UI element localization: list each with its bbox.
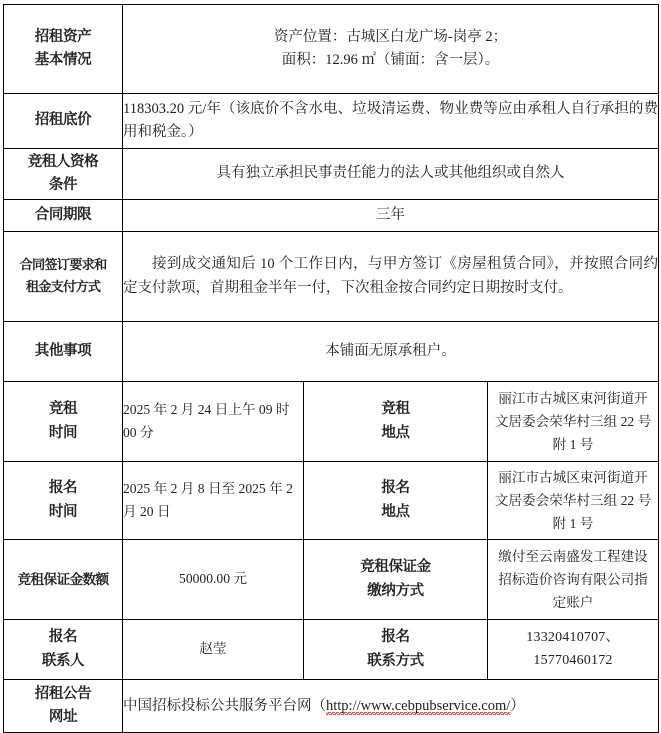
label-line: 报名 — [381, 629, 410, 646]
table-row — [4, 322, 659, 382]
label-line: 联系方式 — [367, 652, 424, 669]
table-row — [4, 149, 659, 200]
table-row — [4, 382, 659, 462]
row-value-asset-basic-info — [123, 5, 659, 94]
table-row — [4, 94, 659, 149]
label-line: 合同期限 — [34, 206, 92, 223]
row-value-reserve-price: 118303.20 元/年（该底价不含水电、垃圾清运费、物业费等应由承租人自行承担的费用和税金。） — [123, 94, 659, 149]
row-value-deposit-method: 缴付至云南盛发工程建设招标造价咨询有限公司指定账户 — [488, 540, 659, 620]
announcement-url-link[interactable]: http://www.cebpubservice.com/ — [326, 697, 511, 714]
asset-location-line: 资产位置：古城区白龙广场-岗亭 2； — [273, 28, 508, 45]
row-label-asset-basic-info — [4, 5, 123, 94]
label-line: 报名 — [48, 480, 78, 497]
row-label-bidding-time — [4, 382, 123, 462]
row-value-bidder-qualification: 具有独立承担民事责任能力的法人或其他组织或自然人 — [123, 149, 659, 200]
label-line: 招租资产 — [34, 28, 92, 45]
label-line: 网址 — [48, 709, 78, 726]
row-label-registration-contact-person — [4, 620, 123, 680]
row-value-deposit-amount: 50000.00 元 — [123, 540, 304, 620]
row-label-reserve-price — [4, 94, 123, 149]
table-row — [4, 680, 659, 733]
row-label-other-matters — [4, 322, 123, 382]
table-row — [4, 540, 659, 620]
label-line: 缴纳方式 — [367, 582, 424, 599]
label-line: 竞租 — [381, 401, 410, 418]
table-row — [4, 232, 659, 322]
table-row — [4, 5, 659, 94]
asset-area-line: 面积：12.96 ㎡（铺面：含一层）。 — [281, 52, 500, 68]
lease-notice-table — [3, 4, 659, 733]
row-value-registration-place: 丽江市古城区束河街道开文居委会荣华村三组 22 号附 1 号 — [488, 462, 659, 540]
label-line: 时间 — [48, 503, 78, 520]
table-row — [4, 620, 659, 680]
row-value-bidding-time: 2025 年 2 月 24 日上午 09 时 00 分 — [123, 382, 304, 462]
row-label-bidding-place — [304, 382, 488, 462]
announcement-platform-name: 中国招标投标公共服务平台网（ — [123, 697, 326, 714]
announcement-url-close-paren: ） — [510, 697, 525, 714]
row-label-deposit-amount — [4, 540, 123, 620]
row-label-registration-time — [4, 462, 123, 540]
label-line: 地点 — [381, 424, 410, 441]
row-value-registration-time: 2025 年 2 月 8 日至 2025 年 2 月 20 日 — [123, 462, 304, 540]
row-value-bidding-place: 丽江市古城区束河街道开文居委会荣华村三组 22 号附 1 号 — [488, 382, 659, 462]
row-value-announcement-website — [123, 680, 659, 733]
row-label-deposit-method — [304, 540, 488, 620]
row-label-contract-signing-and-payment — [4, 232, 123, 322]
row-value-registration-contact-person: 赵莹 — [123, 620, 304, 680]
row-value-other-matters: 本铺面无原承租户。 — [123, 322, 659, 382]
label-line: 条件 — [48, 177, 78, 193]
row-value-contract-term: 三年 — [123, 200, 659, 232]
row-label-bidder-qualification — [4, 149, 123, 200]
label-line: 招租底价 — [34, 112, 92, 129]
label-line: 基本情况 — [34, 52, 92, 68]
label-line: 时间 — [48, 424, 78, 441]
table-row — [4, 200, 659, 232]
row-label-registration-contact-method — [304, 620, 488, 680]
label-line: 租金支付方式 — [25, 279, 101, 295]
label-line: 竞租 — [48, 401, 78, 418]
label-line: 合同签订要求和 — [19, 258, 107, 274]
label-line: 竞租保证金数额 — [17, 571, 109, 588]
label-line: 其他事项 — [34, 342, 92, 359]
row-value-registration-contact-method: 13320410707、15770460172 — [488, 620, 659, 680]
row-label-registration-place — [304, 462, 488, 540]
label-line: 报名 — [381, 480, 410, 497]
row-label-announcement-website — [4, 680, 123, 733]
label-line: 竞租保证金 — [360, 559, 431, 576]
label-line: 报名 — [48, 629, 78, 646]
label-line: 联系人 — [41, 652, 85, 669]
label-line: 招租公告 — [34, 685, 92, 702]
table-row — [4, 462, 659, 540]
row-value-contract-signing-and-payment: 接到成交通知后 10 个工作日内，与甲方签订《房屋租赁合同》，并按照合同约定支付款项，首期租金半年一付，下次租金按合同约定日期按时支付。 — [123, 232, 659, 322]
label-line: 地点 — [381, 503, 410, 520]
label-line: 竞租人资格 — [27, 153, 99, 170]
row-label-contract-term — [4, 200, 123, 232]
